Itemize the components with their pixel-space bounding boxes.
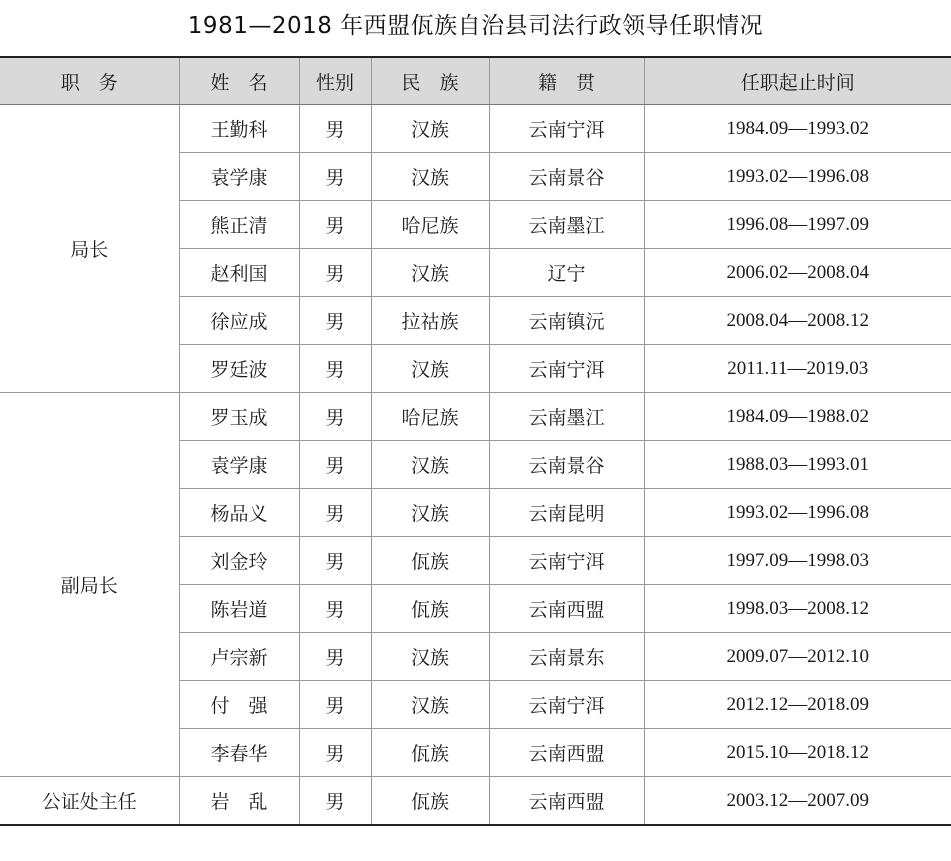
ethnicity-cell: 拉祜族 xyxy=(371,297,489,345)
name-cell: 熊正清 xyxy=(179,201,299,249)
table-row xyxy=(0,105,951,153)
period-cell: 1984.09—1988.02 xyxy=(644,393,951,441)
period-cell: 2003.12—2007.09 xyxy=(644,777,951,826)
gender-cell: 男 xyxy=(299,681,371,729)
header-origin: 籍 贯 xyxy=(489,57,644,105)
ethnicity-cell: 哈尼族 xyxy=(371,201,489,249)
origin-cell: 辽宁 xyxy=(489,249,644,297)
name-cell: 王勤科 xyxy=(179,105,299,153)
origin-cell: 云南西盟 xyxy=(489,585,644,633)
name-cell: 李春华 xyxy=(179,729,299,777)
header-ethnicity: 民 族 xyxy=(371,57,489,105)
origin-cell: 云南西盟 xyxy=(489,777,644,826)
origin-cell: 云南宁洱 xyxy=(489,105,644,153)
name-cell: 罗廷波 xyxy=(179,345,299,393)
gender-cell: 男 xyxy=(299,249,371,297)
ethnicity-cell: 汉族 xyxy=(371,633,489,681)
origin-cell: 云南景谷 xyxy=(489,441,644,489)
name-cell: 卢宗新 xyxy=(179,633,299,681)
header-row xyxy=(0,57,951,105)
ethnicity-cell: 汉族 xyxy=(371,249,489,297)
gender-cell: 男 xyxy=(299,297,371,345)
name-cell: 赵利国 xyxy=(179,249,299,297)
header-name: 姓 名 xyxy=(179,57,299,105)
gender-cell: 男 xyxy=(299,633,371,681)
period-cell: 2008.04—2008.12 xyxy=(644,297,951,345)
ethnicity-cell: 佤族 xyxy=(371,585,489,633)
origin-cell: 云南昆明 xyxy=(489,489,644,537)
table-body xyxy=(0,105,951,826)
name-cell: 付 强 xyxy=(179,681,299,729)
position-cell: 副局长 xyxy=(0,393,179,777)
period-cell: 1996.08—1997.09 xyxy=(644,201,951,249)
gender-cell: 男 xyxy=(299,393,371,441)
period-cell: 2009.07—2012.10 xyxy=(644,633,951,681)
gender-cell: 男 xyxy=(299,153,371,201)
gender-cell: 男 xyxy=(299,777,371,826)
period-cell: 1988.03—1993.01 xyxy=(644,441,951,489)
ethnicity-cell: 汉族 xyxy=(371,489,489,537)
origin-cell: 云南宁洱 xyxy=(489,345,644,393)
gender-cell: 男 xyxy=(299,489,371,537)
period-cell: 1993.02—1996.08 xyxy=(644,153,951,201)
period-cell: 2006.02—2008.04 xyxy=(644,249,951,297)
name-cell: 罗玉成 xyxy=(179,393,299,441)
leadership-table xyxy=(0,56,951,826)
origin-cell: 云南西盟 xyxy=(489,729,644,777)
period-cell: 2012.12—2018.09 xyxy=(644,681,951,729)
origin-cell: 云南墨江 xyxy=(489,201,644,249)
origin-cell: 云南墨江 xyxy=(489,393,644,441)
ethnicity-cell: 汉族 xyxy=(371,105,489,153)
table-row xyxy=(0,393,951,441)
name-cell: 陈岩道 xyxy=(179,585,299,633)
ethnicity-cell: 佤族 xyxy=(371,777,489,826)
gender-cell: 男 xyxy=(299,441,371,489)
header-gender: 性别 xyxy=(299,57,371,105)
period-cell: 2015.10—2018.12 xyxy=(644,729,951,777)
ethnicity-cell: 佤族 xyxy=(371,537,489,585)
name-cell: 杨品义 xyxy=(179,489,299,537)
name-cell: 刘金玲 xyxy=(179,537,299,585)
period-cell: 1993.02—1996.08 xyxy=(644,489,951,537)
gender-cell: 男 xyxy=(299,345,371,393)
origin-cell: 云南镇沅 xyxy=(489,297,644,345)
name-cell: 袁学康 xyxy=(179,441,299,489)
ethnicity-cell: 汉族 xyxy=(371,681,489,729)
period-cell: 1998.03—2008.12 xyxy=(644,585,951,633)
gender-cell: 男 xyxy=(299,537,371,585)
name-cell: 岩 乱 xyxy=(179,777,299,826)
origin-cell: 云南景谷 xyxy=(489,153,644,201)
name-cell: 徐应成 xyxy=(179,297,299,345)
position-cell: 局长 xyxy=(0,105,179,393)
ethnicity-cell: 汉族 xyxy=(371,345,489,393)
period-cell: 1997.09—1998.03 xyxy=(644,537,951,585)
gender-cell: 男 xyxy=(299,201,371,249)
position-cell: 公证处主任 xyxy=(0,777,179,826)
origin-cell: 云南宁洱 xyxy=(489,681,644,729)
name-cell: 袁学康 xyxy=(179,153,299,201)
page-title: 1981—2018 年西盟佤族自治县司法行政领导任职情况 xyxy=(187,13,764,39)
ethnicity-cell: 佤族 xyxy=(371,729,489,777)
ethnicity-cell: 哈尼族 xyxy=(371,393,489,441)
gender-cell: 男 xyxy=(299,585,371,633)
table-row xyxy=(0,777,951,826)
period-cell: 1984.09—1993.02 xyxy=(644,105,951,153)
period-cell: 2011.11—2019.03 xyxy=(644,345,951,393)
ethnicity-cell: 汉族 xyxy=(371,153,489,201)
header-position: 职 务 xyxy=(0,57,179,105)
ethnicity-cell: 汉族 xyxy=(371,441,489,489)
origin-cell: 云南宁洱 xyxy=(489,537,644,585)
origin-cell: 云南景东 xyxy=(489,633,644,681)
gender-cell: 男 xyxy=(299,105,371,153)
gender-cell: 男 xyxy=(299,729,371,777)
header-period: 任职起止时间 xyxy=(644,57,951,105)
